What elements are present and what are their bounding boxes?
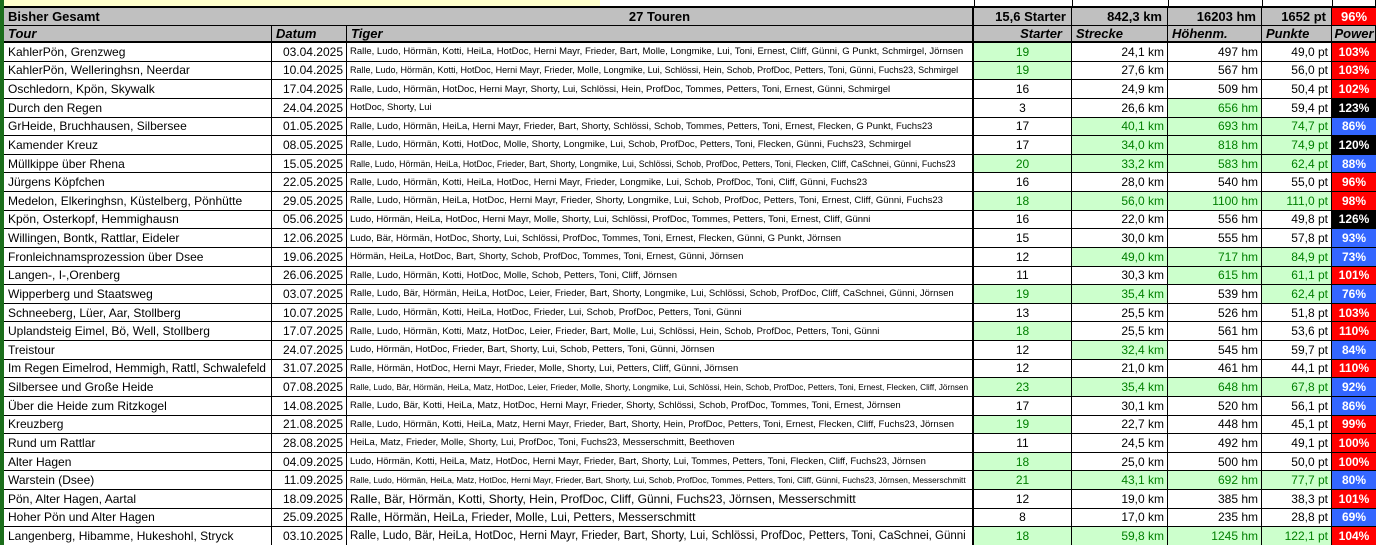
cell-tour[interactable]: Müllkippe über Rhena: [4, 155, 272, 173]
cell-datum[interactable]: 31.07.2025: [272, 360, 347, 378]
cell-hoehenm[interactable]: 539 hm: [1168, 285, 1262, 303]
cell-punkte[interactable]: 49,0 pt: [1262, 43, 1332, 61]
cell-datum[interactable]: 04.09.2025: [272, 453, 347, 471]
cell-strecke[interactable]: 28,0 km: [1072, 173, 1168, 191]
col-header-datum[interactable]: Datum: [272, 26, 347, 41]
cell-tiger[interactable]: Ralle, Ludo, Hörmän, Kotti, HeiLa, HotDoc, Herni Mayr, Frieder, Longmike, Lui, Schob, ProfDoc, Toni, Cliff, Günni, Fuchs23: [347, 173, 974, 191]
cell-datum[interactable]: 03.04.2025: [272, 43, 347, 61]
cell-hoehenm[interactable]: 497 hm: [1168, 43, 1262, 61]
col-header-starter[interactable]: Starter: [974, 26, 1072, 41]
cell-starter[interactable]: 12: [974, 248, 1072, 266]
cell-power[interactable]: 86%: [1332, 397, 1376, 415]
cell-tiger[interactable]: Ralle, Ludo, Bär, Hörmän, HeiLa, HotDoc, Leier, Frieder, Bart, Shorty, Longmike, Lui, Schlössi, Schob, ProfDoc, Cliff, CaSchnei, Günni, Jörnsen: [347, 285, 974, 303]
cell-tour[interactable]: Silbersee und Große Heide: [4, 378, 272, 396]
summary-total-points[interactable]: 1652 pt: [1262, 8, 1332, 25]
cell-tour[interactable]: Kamender Kreuz: [4, 136, 272, 154]
cell-punkte[interactable]: 49,8 pt: [1262, 211, 1332, 229]
cell-starter[interactable]: 12: [974, 490, 1072, 508]
cell-starter[interactable]: 3: [974, 99, 1072, 117]
cell-datum[interactable]: 15.05.2025: [272, 155, 347, 173]
cell-tiger[interactable]: Ralle, Hörmän, HeiLa, Frieder, Molle, Lui, Petters, Messerschmitt: [347, 509, 974, 527]
cell-starter[interactable]: 19: [974, 62, 1072, 80]
cell-power[interactable]: 103%: [1332, 304, 1376, 322]
cell-punkte[interactable]: 59,7 pt: [1262, 341, 1332, 359]
cell-punkte[interactable]: 74,9 pt: [1262, 136, 1332, 154]
cell-tour[interactable]: Oschledorn, Kpön, Skywalk: [4, 80, 272, 98]
gridline: [1332, 0, 1333, 6]
table-row: [4, 304, 1375, 323]
cell-datum[interactable]: 24.07.2025: [272, 341, 347, 359]
cell-datum[interactable]: 14.08.2025: [272, 397, 347, 415]
cell-tiger[interactable]: Ralle, Ludo, Hörmän, Kotti, Matz, HotDoc, Leier, Frieder, Bart, Molle, Lui, Schlössi, Hein, Schob, ProfDoc, Petters, Toni, Günni: [347, 322, 974, 340]
col-header-tour[interactable]: Tour: [4, 26, 272, 41]
cell-datum[interactable]: 29.05.2025: [272, 192, 347, 210]
cell-datum[interactable]: 03.07.2025: [272, 285, 347, 303]
cell-starter[interactable]: 18: [974, 453, 1072, 471]
cell-power[interactable]: 101%: [1332, 490, 1376, 508]
cell-strecke[interactable]: 56,0 km: [1072, 192, 1168, 210]
cell-hoehenm[interactable]: 648 hm: [1168, 378, 1262, 396]
cell-starter[interactable]: 21: [974, 471, 1072, 489]
cell-tour[interactable]: KahlerPön, Welleringhsn, Neerdar: [4, 62, 272, 80]
summary-row: [4, 6, 1375, 26]
cell-tiger[interactable]: Hörmän, HeiLa, HotDoc, Bart, Shorty, Schob, ProfDoc, Tommes, Toni, Ernest, Günni, Jörnsen: [347, 248, 974, 266]
gridline: [1262, 0, 1263, 6]
table-row: [4, 471, 1375, 490]
cell-power[interactable]: 103%: [1332, 62, 1376, 80]
cell-power[interactable]: 100%: [1332, 434, 1376, 452]
summary-power-badge[interactable]: 96%: [1332, 8, 1376, 25]
cell-datum[interactable]: 12.06.2025: [272, 229, 347, 247]
cell-strecke[interactable]: 35,4 km: [1072, 378, 1168, 396]
cell-tour[interactable]: Wipperberg und Staatsweg: [4, 285, 272, 303]
cell-tour[interactable]: Alter Hagen: [4, 453, 272, 471]
cell-power[interactable]: 73%: [1332, 248, 1376, 266]
table-row: [4, 267, 1375, 286]
table-row: [4, 434, 1375, 453]
cell-punkte[interactable]: 77,7 pt: [1262, 471, 1332, 489]
table-row: [4, 99, 1375, 118]
cell-strecke[interactable]: 22,0 km: [1072, 211, 1168, 229]
cell-datum[interactable]: 24.04.2025: [272, 99, 347, 117]
table-row: [4, 360, 1375, 379]
cell-datum[interactable]: 05.06.2025: [272, 211, 347, 229]
cell-tour[interactable]: Kreuzberg: [4, 416, 272, 434]
cell-hoehenm[interactable]: 492 hm: [1168, 434, 1262, 452]
cell-hoehenm[interactable]: 818 hm: [1168, 136, 1262, 154]
cell-power[interactable]: 110%: [1332, 322, 1376, 340]
cell-strecke[interactable]: 30,0 km: [1072, 229, 1168, 247]
cell-datum[interactable]: 10.04.2025: [272, 62, 347, 80]
cell-punkte[interactable]: 44,1 pt: [1262, 360, 1332, 378]
cell-punkte[interactable]: 50,4 pt: [1262, 80, 1332, 98]
summary-tour-count[interactable]: 27 Touren: [347, 8, 974, 25]
cell-strecke[interactable]: 21,0 km: [1072, 360, 1168, 378]
col-header-punkte[interactable]: Punkte: [1262, 26, 1332, 41]
cell-strecke[interactable]: 24,9 km: [1072, 80, 1168, 98]
cell-punkte[interactable]: 62,4 pt: [1262, 285, 1332, 303]
cell-power[interactable]: 88%: [1332, 155, 1376, 173]
cell-tiger[interactable]: Ralle, Ludo, Hörmän, HeiLa, Matz, HotDoc, Herni Mayr, Frieder, Bart, Shorty, Lui, Schob, ProfDoc, Tommes, Petters, Toni, Cliff, Günni, Fuchs23, Jörnsen, Messerschmitt: [347, 471, 974, 489]
cell-power[interactable]: 126%: [1332, 211, 1376, 229]
cell-strecke[interactable]: 49,0 km: [1072, 248, 1168, 266]
cell-strecke[interactable]: 33,2 km: [1072, 155, 1168, 173]
cell-tour[interactable]: Treistour: [4, 341, 272, 359]
cell-power[interactable]: 76%: [1332, 285, 1376, 303]
cell-starter[interactable]: 17: [974, 397, 1072, 415]
cell-hoehenm[interactable]: 567 hm: [1168, 62, 1262, 80]
cell-starter[interactable]: 19: [974, 43, 1072, 61]
cell-hoehenm[interactable]: 1245 hm: [1168, 527, 1262, 545]
cell-datum[interactable]: 10.07.2025: [272, 304, 347, 322]
cell-strecke[interactable]: 32,4 km: [1072, 341, 1168, 359]
table-row: [4, 527, 1375, 545]
table-row: [4, 118, 1375, 137]
cell-datum[interactable]: 11.09.2025: [272, 471, 347, 489]
cell-hoehenm[interactable]: 583 hm: [1168, 155, 1262, 173]
cell-tour[interactable]: Über die Heide zum Ritzkogel: [4, 397, 272, 415]
cell-tour[interactable]: Fronleichnamsprozession über Dsee: [4, 248, 272, 266]
cell-power[interactable]: 69%: [1332, 509, 1376, 527]
table-row: [4, 229, 1375, 248]
summary-total-distance[interactable]: 842,3 km: [1072, 8, 1168, 25]
cell-datum[interactable]: 07.08.2025: [272, 378, 347, 396]
cell-tiger[interactable]: Ralle, Hörmän, HotDoc, Herni Mayr, Frieder, Molle, Shorty, Lui, Petters, Cliff, Günni, Jörnsen: [347, 360, 974, 378]
cell-tour[interactable]: Jürgens Köpfchen: [4, 173, 272, 191]
cell-datum[interactable]: 18.09.2025: [272, 490, 347, 508]
cell-power[interactable]: 120%: [1332, 136, 1376, 154]
cell-strecke[interactable]: 26,6 km: [1072, 99, 1168, 117]
cell-punkte[interactable]: 122,1 pt: [1262, 527, 1332, 545]
table-row: [4, 211, 1375, 230]
cell-tiger[interactable]: Ralle, Ludo, Hörmän, HeiLa, HotDoc, Herni Mayr, Frieder, Shorty, Longmike, Lui, Schob, ProfDoc, Petters, Toni, Ernest, Cliff, Günni, Fuchs23: [347, 192, 974, 210]
cell-starter[interactable]: 16: [974, 80, 1072, 98]
cell-hoehenm[interactable]: 561 hm: [1168, 322, 1262, 340]
cell-strecke[interactable]: 40,1 km: [1072, 118, 1168, 136]
cell-starter[interactable]: 16: [974, 173, 1072, 191]
cell-tour[interactable]: KahlerPön, Grenzweg: [4, 43, 272, 61]
table-row: [4, 248, 1375, 267]
table-row: [4, 136, 1375, 155]
cell-tour[interactable]: Im Regen Eimelrod, Hemmigh, Rattl, Schwalefeld: [4, 360, 272, 378]
cell-power[interactable]: 96%: [1332, 173, 1376, 191]
cell-strecke[interactable]: 43,1 km: [1072, 471, 1168, 489]
cell-power[interactable]: 93%: [1332, 229, 1376, 247]
col-header-power[interactable]: Power: [1334, 26, 1374, 41]
cell-punkte[interactable]: 67,8 pt: [1262, 378, 1332, 396]
cell-punkte[interactable]: 38,3 pt: [1262, 490, 1332, 508]
cell-power[interactable]: 92%: [1332, 378, 1376, 396]
cell-datum[interactable]: 21.08.2025: [272, 416, 347, 434]
cell-hoehenm[interactable]: 545 hm: [1168, 341, 1262, 359]
col-header-tiger[interactable]: Tiger: [347, 26, 974, 41]
gridline: [1072, 0, 1073, 6]
cell-strecke[interactable]: 19,0 km: [1072, 490, 1168, 508]
cell-hoehenm[interactable]: 1100 hm: [1168, 192, 1262, 210]
cell-starter[interactable]: 18: [974, 527, 1072, 545]
cell-starter[interactable]: 15: [974, 229, 1072, 247]
cell-tour[interactable]: Durch den Regen: [4, 99, 272, 117]
cell-tour[interactable]: Pön, Alter Hagen, Aartal: [4, 490, 272, 508]
cell-strecke[interactable]: 22,7 km: [1072, 416, 1168, 434]
cell-datum[interactable]: 26.06.2025: [272, 267, 347, 285]
cell-starter[interactable]: 12: [974, 360, 1072, 378]
cell-hoehenm[interactable]: 385 hm: [1168, 490, 1262, 508]
table-row: [4, 416, 1375, 435]
cell-strecke[interactable]: 34,0 km: [1072, 136, 1168, 154]
cell-strecke[interactable]: 25,5 km: [1072, 304, 1168, 322]
cell-punkte[interactable]: 57,8 pt: [1262, 229, 1332, 247]
table-row: [4, 341, 1375, 360]
cell-punkte[interactable]: 55,0 pt: [1262, 173, 1332, 191]
cell-power[interactable]: 103%: [1332, 43, 1376, 61]
cell-punkte[interactable]: 51,8 pt: [1262, 304, 1332, 322]
cell-punkte[interactable]: 56,1 pt: [1262, 397, 1332, 415]
cell-tour[interactable]: Hoher Pön und Alter Hagen: [4, 509, 272, 527]
table-body: [4, 43, 1375, 545]
cell-tiger[interactable]: Ralle, Ludo, Bär, Kotti, HeiLa, Matz, HotDoc, Herni Mayr, Frieder, Shorty, Schlössi, Schob, ProfDoc, Tommes, Toni, Ernest, Jörnsen: [347, 397, 974, 415]
cell-strecke[interactable]: 25,0 km: [1072, 453, 1168, 471]
cell-power[interactable]: 80%: [1332, 471, 1376, 489]
cell-tour[interactable]: Schneeberg, Lüer, Aar, Stollberg: [4, 304, 272, 322]
cell-power[interactable]: 101%: [1332, 267, 1376, 285]
cell-starter[interactable]: 20: [974, 155, 1072, 173]
cell-datum[interactable]: 28.08.2025: [272, 434, 347, 452]
cell-punkte[interactable]: 111,0 pt: [1262, 192, 1332, 210]
cell-hoehenm[interactable]: 448 hm: [1168, 416, 1262, 434]
cell-tiger[interactable]: Ralle, Ludo, Hörmän, Kotti, HotDoc, Molle, Shorty, Longmike, Lui, Schob, ProfDoc, Petters, Toni, Flecken, Günni, Fuchs23, Schmirgel: [347, 136, 974, 154]
cell-tour[interactable]: Rund um Rattlar: [4, 434, 272, 452]
cell-tiger[interactable]: Ralle, Ludo, Hörmän, HeiLa, Herni Mayr, Frieder, Bart, Shorty, Schlössi, Schob, Tommes, Petters, Toni, Ernest, Flecken, G Punkt, Fuchs23: [347, 118, 974, 136]
cell-punkte[interactable]: 74,7 pt: [1262, 118, 1332, 136]
cell-hoehenm[interactable]: 556 hm: [1168, 211, 1262, 229]
cell-hoehenm[interactable]: 520 hm: [1168, 397, 1262, 415]
cell-starter[interactable]: 23: [974, 378, 1072, 396]
cell-starter[interactable]: 19: [974, 285, 1072, 303]
cell-tour[interactable]: Medelon, Elkeringhsn, Küstelberg, Pönhütte: [4, 192, 272, 210]
cell-tiger[interactable]: Ludo, Hörmän, HeiLa, HotDoc, Herni Mayr, Molle, Shorty, Lui, Schlössi, ProfDoc, Tommes, Petters, Toni, Ernest, Cliff, Günni: [347, 211, 974, 229]
cell-tiger[interactable]: Ralle, Bär, Hörmän, Kotti, Shorty, Hein, ProfDoc, Cliff, Günni, Fuchs23, Jörnsen, Messerschmitt: [347, 490, 974, 508]
cell-tiger[interactable]: Ludo, Bär, Hörmän, HotDoc, Shorty, Lui, Schlössi, ProfDoc, Tommes, Toni, Ernest, Flecken, Günni, G Punkt, Jörnsen: [347, 229, 974, 247]
cell-tour[interactable]: Uplandsteig Eimel, Bö, Well, Stollberg: [4, 322, 272, 340]
cell-punkte[interactable]: 49,1 pt: [1262, 434, 1332, 452]
cell-datum[interactable]: 19.06.2025: [272, 248, 347, 266]
cell-tiger[interactable]: Ludo, Hörmän, Kotti, HeiLa, Matz, HotDoc, Herni Mayr, Frieder, Bart, Shorty, Lui, Tommes, Petters, Toni, Flecken, Cliff, Fuchs23, Jörnsen: [347, 453, 974, 471]
cell-tiger[interactable]: HeiLa, Matz, Frieder, Molle, Shorty, Lui, ProfDoc, Toni, Fuchs23, Messerschmitt, Beethoven: [347, 434, 974, 452]
table-row: [4, 397, 1375, 416]
cell-tiger[interactable]: Ralle, Ludo, Bär, Hörmän, HeiLa, Matz, HotDoc, Leier, Frieder, Molle, Shorty, Longmike, Lui, Schlössi, Hein, Schob, ProfDoc, Petters, Toni, Ernest, Flecken, Cliff, Jörnsen: [347, 378, 974, 396]
cell-hoehenm[interactable]: 500 hm: [1168, 453, 1262, 471]
cell-tiger[interactable]: Ralle, Ludo, Hörmän, HotDoc, Herni Mayr, Shorty, Lui, Schlössi, Hein, ProfDoc, Tommes, Petters, Toni, Ernest, Günni, Schmirgel: [347, 80, 974, 98]
cell-tiger[interactable]: Ralle, Ludo, Bär, HeiLa, HotDoc, Herni Mayr, Frieder, Bart, Shorty, Lui, Schlössi, ProfDoc, Petters, Toni, CaSchnei, Günni: [347, 527, 974, 545]
cell-tiger[interactable]: Ralle, Ludo, Hörmän, Kotti, HotDoc, Molle, Schob, Petters, Toni, Cliff, Jörnsen: [347, 267, 974, 285]
cell-starter[interactable]: 18: [974, 322, 1072, 340]
cell-punkte[interactable]: 50,0 pt: [1262, 453, 1332, 471]
cell-tour[interactable]: Warstein (Dsee): [4, 471, 272, 489]
cell-punkte[interactable]: 62,4 pt: [1262, 155, 1332, 173]
cell-tiger[interactable]: Ralle, Ludo, Hörmän, Kotti, HeiLa, HotDoc, Herni Mayr, Frieder, Bart, Molle, Longmike, Lui, Toni, Ernest, Cliff, Günni, G Punkt, Schmirgel, Jörnsen: [347, 43, 974, 61]
cell-starter[interactable]: 16: [974, 211, 1072, 229]
cell-punkte[interactable]: 61,1 pt: [1262, 267, 1332, 285]
cell-strecke[interactable]: 24,5 km: [1072, 434, 1168, 452]
table-row: [4, 490, 1375, 509]
cell-hoehenm[interactable]: 540 hm: [1168, 173, 1262, 191]
cell-hoehenm[interactable]: 717 hm: [1168, 248, 1262, 266]
cell-hoehenm[interactable]: 509 hm: [1168, 80, 1262, 98]
cell-punkte[interactable]: 28,8 pt: [1262, 509, 1332, 527]
cell-strecke[interactable]: 24,1 km: [1072, 43, 1168, 61]
cell-power[interactable]: 98%: [1332, 192, 1376, 210]
cell-strecke[interactable]: 59,8 km: [1072, 527, 1168, 545]
cell-starter[interactable]: 19: [974, 416, 1072, 434]
cell-tour[interactable]: Langen-, I-,Orenberg: [4, 267, 272, 285]
cell-power[interactable]: 84%: [1332, 341, 1376, 359]
cell-hoehenm[interactable]: 235 hm: [1168, 509, 1262, 527]
table-row: [4, 43, 1375, 62]
table-row: [4, 285, 1375, 304]
cell-strecke[interactable]: 30,3 km: [1072, 267, 1168, 285]
cell-power[interactable]: 104%: [1332, 527, 1376, 545]
partial-cell-above: [4, 0, 600, 6]
cell-hoehenm[interactable]: 693 hm: [1168, 118, 1262, 136]
cell-punkte[interactable]: 59,4 pt: [1262, 99, 1332, 117]
cell-hoehenm[interactable]: 526 hm: [1168, 304, 1262, 322]
summary-total-elevation[interactable]: 16203 hm: [1168, 8, 1262, 25]
cell-starter[interactable]: 17: [974, 118, 1072, 136]
table-row: [4, 453, 1375, 472]
cell-tour[interactable]: Langenberg, Hibamme, Hukeshohl, Stryck: [4, 527, 272, 545]
cell-hoehenm[interactable]: 615 hm: [1168, 267, 1262, 285]
cell-tour[interactable]: Willingen, Bontk, Rattlar, Eideler: [4, 229, 272, 247]
cell-tiger[interactable]: Ralle, Ludo, Hörmän, Kotti, HeiLa, Matz, Herni Mayr, Frieder, Bart, Shorty, Hein, ProfDoc, Petters, Toni, Ernest, Flecken, Cliff, Fuchs23, Jörnsen: [347, 416, 974, 434]
table-row: [4, 378, 1375, 397]
gridline: [974, 0, 975, 6]
cell-datum[interactable]: 25.09.2025: [272, 509, 347, 527]
cell-hoehenm[interactable]: 461 hm: [1168, 360, 1262, 378]
cell-tiger[interactable]: HotDoc, Shorty, Lui: [347, 99, 974, 117]
partial-row-above: [4, 0, 1375, 6]
summary-avg-starter[interactable]: 15,6 Starter: [974, 8, 1072, 25]
cell-power[interactable]: 110%: [1332, 360, 1376, 378]
cell-datum[interactable]: 17.07.2025: [272, 322, 347, 340]
cell-datum[interactable]: 08.05.2025: [272, 136, 347, 154]
cell-tour[interactable]: Kpön, Osterkopf, Hemmighausn: [4, 211, 272, 229]
cell-starter[interactable]: 11: [974, 434, 1072, 452]
cell-starter[interactable]: 8: [974, 509, 1072, 527]
cell-power[interactable]: 102%: [1332, 80, 1376, 98]
cell-punkte[interactable]: 56,0 pt: [1262, 62, 1332, 80]
cell-hoehenm[interactable]: 656 hm: [1168, 99, 1262, 117]
cell-power[interactable]: 100%: [1332, 453, 1376, 471]
cell-datum[interactable]: 01.05.2025: [272, 118, 347, 136]
cell-tiger[interactable]: Ralle, Ludo, Hörmän, HeiLa, HotDoc, Frieder, Bart, Shorty, Longmike, Lui, Schlössi, Schob, ProfDoc, Petters, Toni, Flecken, Cliff, CaSchnei, Günni, Fuchs23: [347, 155, 974, 173]
col-header-strecke[interactable]: Strecke: [1072, 26, 1168, 41]
cell-starter[interactable]: 17: [974, 136, 1072, 154]
table-row: [4, 62, 1375, 81]
cell-datum[interactable]: 22.05.2025: [272, 173, 347, 191]
table-row: [4, 322, 1375, 341]
cell-strecke[interactable]: 30,1 km: [1072, 397, 1168, 415]
cell-strecke[interactable]: 27,6 km: [1072, 62, 1168, 80]
column-header-row: [4, 26, 1375, 43]
cell-datum[interactable]: 17.04.2025: [272, 80, 347, 98]
cell-power[interactable]: 86%: [1332, 118, 1376, 136]
cell-starter[interactable]: 18: [974, 192, 1072, 210]
table-row: [4, 80, 1375, 99]
cell-hoehenm[interactable]: 692 hm: [1168, 471, 1262, 489]
cell-punkte[interactable]: 53,6 pt: [1262, 322, 1332, 340]
cell-hoehenm[interactable]: 555 hm: [1168, 229, 1262, 247]
cell-punkte[interactable]: 84,9 pt: [1262, 248, 1332, 266]
cell-strecke[interactable]: 17,0 km: [1072, 509, 1168, 527]
tour-table: [4, 0, 1376, 545]
cell-power[interactable]: 123%: [1332, 99, 1376, 117]
cell-starter[interactable]: 13: [974, 304, 1072, 322]
cell-power[interactable]: 99%: [1332, 416, 1376, 434]
cell-datum[interactable]: 03.10.2025: [272, 527, 347, 545]
cell-strecke[interactable]: 35,4 km: [1072, 285, 1168, 303]
table-row: [4, 192, 1375, 211]
cell-tour[interactable]: GrHeide, Bruchhausen, Silbersee: [4, 118, 272, 136]
gridline: [1168, 0, 1169, 6]
col-header-hoehenm[interactable]: Höhenm.: [1168, 26, 1262, 41]
table-row: [4, 155, 1375, 174]
summary-title[interactable]: Bisher Gesamt: [8, 9, 100, 24]
table-row: [4, 509, 1375, 528]
cell-punkte[interactable]: 45,1 pt: [1262, 416, 1332, 434]
cell-tiger[interactable]: Ralle, Ludo, Hörmän, Kotti, HeiLa, HotDoc, Frieder, Lui, Schob, ProfDoc, Petters, Toni, Günni: [347, 304, 974, 322]
cell-starter[interactable]: 12: [974, 341, 1072, 359]
cell-tiger[interactable]: Ludo, Hörmän, HotDoc, Frieder, Bart, Shorty, Lui, Schob, Petters, Toni, Günni, Jörnsen: [347, 341, 974, 359]
cell-tiger[interactable]: Ralle, Ludo, Hörmän, Kotti, HotDoc, Herni Mayr, Frieder, Molle, Longmike, Lui, Schlössi, Hein, Schob, ProfDoc, Petters, Toni, Günni, Fuchs23, Schmirgel: [347, 62, 974, 80]
table-row: [4, 173, 1375, 192]
cell-strecke[interactable]: 25,5 km: [1072, 322, 1168, 340]
cell-starter[interactable]: 11: [974, 267, 1072, 285]
